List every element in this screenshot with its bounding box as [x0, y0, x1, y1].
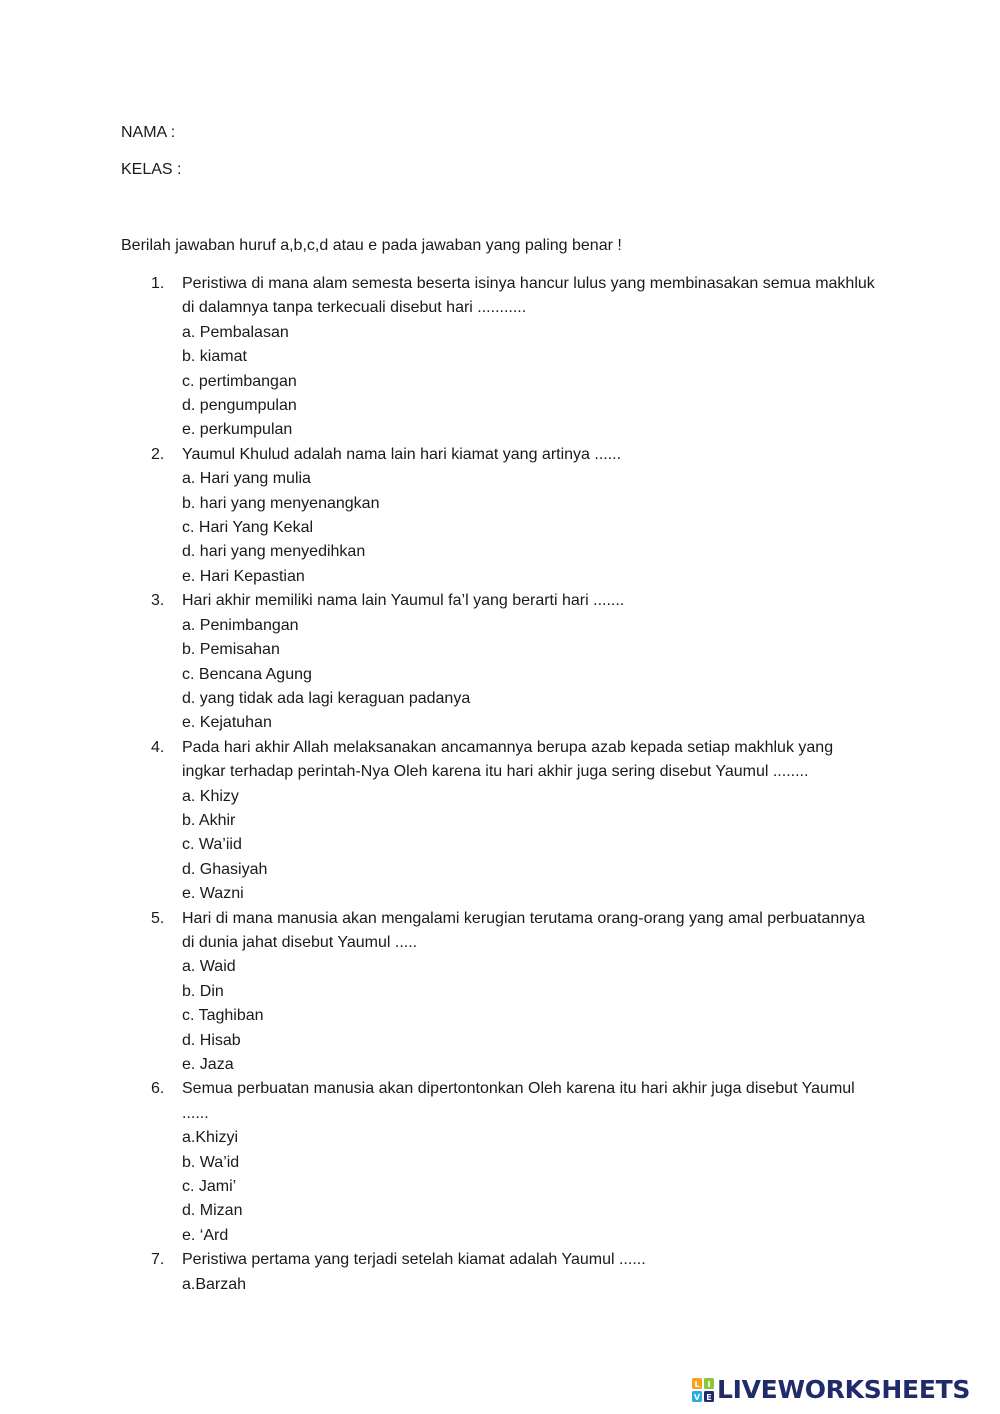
answer-option: a. Khizy	[182, 787, 239, 805]
question-number: 7.	[151, 1251, 165, 1269]
answer-option: e. Hari Kepastian	[182, 567, 305, 585]
question-item	[121, 443, 881, 589]
answer-option: a. Waid	[182, 958, 236, 976]
svg-text:I: I	[707, 1380, 711, 1389]
svg-text:V: V	[693, 1393, 701, 1402]
answer-option: b. Pemisahan	[182, 641, 280, 659]
liveworksheets-logo	[692, 1376, 970, 1404]
brand-name: LIVEWORKSHEETS	[717, 1375, 971, 1404]
question-item	[121, 589, 881, 735]
question-number: 2.	[151, 445, 165, 463]
answer-option: b. kiamat	[182, 348, 247, 366]
question-item	[121, 907, 881, 1078]
answer-option: d. Hisab	[182, 1031, 241, 1049]
answer-option: c. pertimbangan	[182, 372, 297, 390]
answer-option: e. perkumpulan	[182, 421, 293, 439]
answer-option: c. Bencana Agung	[182, 665, 312, 683]
question-item	[121, 1077, 881, 1248]
question-number: 6.	[151, 1080, 165, 1098]
question-number: 1.	[151, 275, 165, 292]
question-text: Pada hari akhir Allah melaksanakan ancamannya berupa azab kepada setiap makhluk yang ingkar terhadap perintah-Nya Oleh karena itu hari akhir juga sering disebut Yaumul ........	[182, 738, 834, 781]
question-item	[121, 736, 881, 907]
answer-option: e. Wazni	[182, 885, 244, 903]
answer-option: a.Barzah	[182, 1275, 247, 1293]
question-list	[121, 272, 881, 1297]
question-number: 3.	[151, 592, 165, 610]
answer-option: d. Mizan	[182, 1202, 243, 1220]
answer-option: e. Kejatuhan	[182, 714, 272, 732]
instruction-text: Berilah jawaban huruf a,b,c,d atau e pada jawaban yang paling benar !	[121, 237, 622, 254]
question-text: Hari di mana manusia akan mengalami kerugian terutama orang-orang yang amal perbuatannya di dunia jahat disebut Yaumul .....	[182, 909, 866, 951]
question-text: Peristiwa di mana alam semesta beserta isinya hancur lulus yang membinasakan semua makhluk di dalamnya tanpa terkecuali disebut hari ...........	[182, 275, 875, 317]
question-number: 4.	[151, 738, 165, 756]
question-item	[121, 1248, 881, 1297]
answer-option: c. Taghiban	[182, 1007, 264, 1025]
answer-option: d. Ghasiyah	[182, 860, 268, 878]
svg-text:E: E	[706, 1393, 712, 1402]
answer-option: d. hari yang menyedihkan	[182, 543, 366, 561]
question-item	[121, 272, 881, 443]
question-number: 5.	[151, 909, 165, 927]
question-text: Yaumul Khulud adalah nama lain hari kiamat yang artinya ......	[182, 445, 622, 463]
question-text: Semua perbuatan manusia akan dipertontonkan Oleh karena itu hari akhir juga disebut Yaumul ......	[182, 1080, 855, 1122]
answer-option: b. hari yang menyenangkan	[182, 494, 380, 512]
question-text: Peristiwa pertama yang terjadi setelah kiamat adalah Yaumul ......	[182, 1251, 646, 1269]
answer-option: c. Wa’iid	[182, 836, 242, 854]
answer-option: d. yang tidak ada lagi keraguan padanya	[182, 689, 471, 707]
answer-option: b. Akhir	[182, 811, 236, 829]
answer-option: d. pengumpulan	[182, 397, 297, 415]
answer-option: e. ‘Ard	[182, 1226, 229, 1244]
question-text: Hari akhir memiliki nama lain Yaumul fa’l yang berarti hari .......	[182, 592, 625, 610]
answer-option: a. Pembalasan	[182, 323, 289, 341]
answer-option: a. Penimbangan	[182, 616, 299, 634]
answer-option: c. Hari Yang Kekal	[182, 519, 314, 537]
answer-option: a.Khizyi	[182, 1129, 239, 1147]
svg-text:L: L	[694, 1380, 700, 1389]
answer-option: b. Din	[182, 982, 224, 1000]
answer-option: b. Wa’id	[182, 1153, 240, 1171]
answer-option: c. Jami’	[182, 1178, 237, 1196]
liveworksheets-logo-icon	[692, 1378, 714, 1402]
answer-option: a. Hari yang mulia	[182, 470, 311, 488]
name-field-label: NAMA :	[121, 124, 176, 141]
answer-option: e. Jaza	[182, 1056, 234, 1073]
class-field-label: KELAS :	[121, 161, 182, 178]
